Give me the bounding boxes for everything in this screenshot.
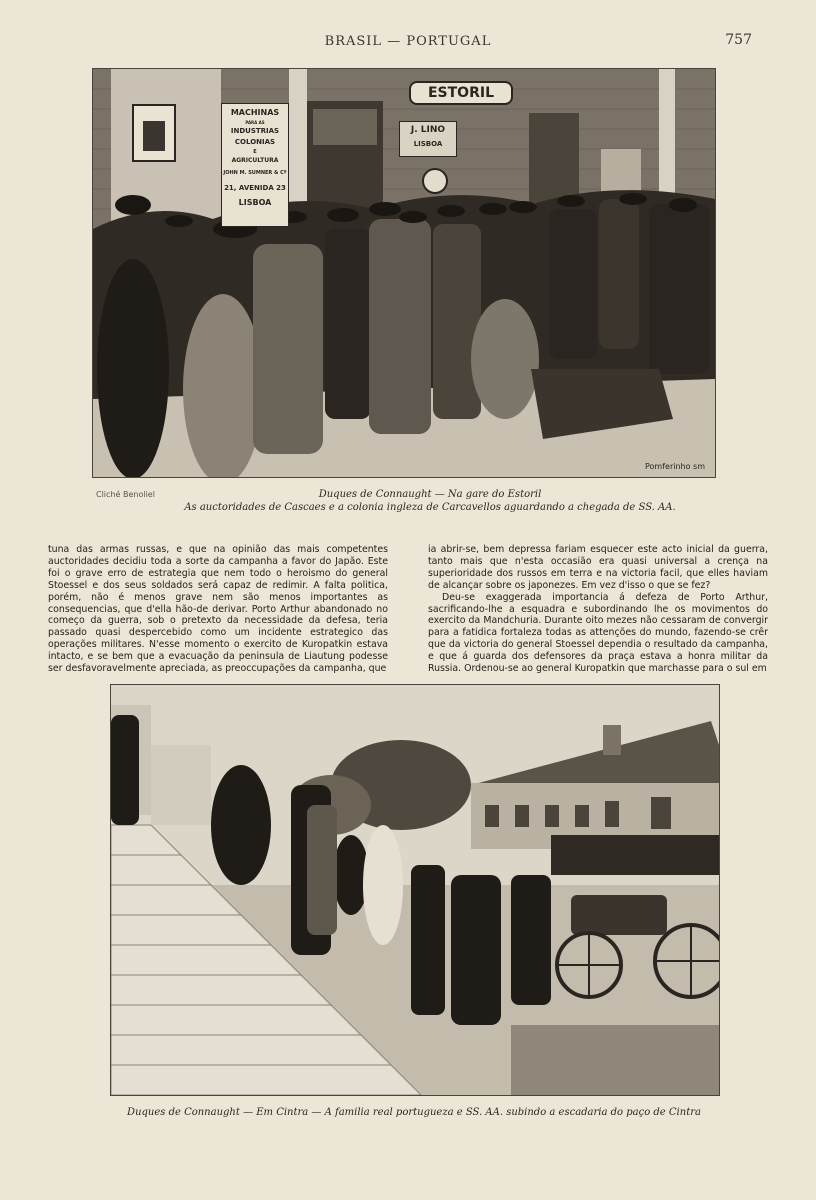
poster-line: E — [253, 149, 257, 155]
poster-line: 21, AVENIDA 23 — [224, 184, 286, 192]
photo-estoril-station — [92, 68, 716, 478]
page-header-title: BRASIL — PORTUGAL — [324, 34, 492, 49]
page-number: 757 — [725, 32, 752, 48]
poster-line: INDUSTRIAS — [230, 127, 280, 135]
shop-sign-line: J. LINO — [410, 125, 446, 135]
article-column-right — [428, 544, 768, 675]
shop-sign — [399, 121, 457, 157]
article-column-left — [48, 544, 388, 675]
cintra-stairs-image — [111, 685, 719, 1095]
photo1-caption-title: Duques de Connaught — Na gare do Estoril — [318, 489, 542, 500]
poster-line: MACHINAS — [230, 108, 280, 117]
poster-line: JOHN M. SUMNER & Cº — [223, 170, 287, 176]
photo-cintra-stairs — [110, 684, 720, 1096]
poster-line: AGRICULTURA — [231, 157, 279, 164]
poster-line: PARA AS — [245, 120, 265, 125]
station-sign: ESTORIL — [409, 81, 513, 105]
article-paragraph: tuna das armas russas, e que na opinião das mais competentes auctoridades decidiu toda a sorte da campanha a favor do Japão. Este foi o grave erro de estrategia que nem todo o heroismo do general Stoessel e dos seus soldados será capaz de redimir. A falta politica, porém, não é menos grave nem são menos importantes as consequencias, que d'ella hão-de derivar. Porto Arthur abandonado no começo da guerra, sob o pretexto da necessidade da defesa, teria passado quasi despercebido como um incidente estrategico das operações militares. N'esse momento o exercito de Kuropatkin estava intacto, e se bem que a evacuação da peninsula de Liautung podesse ser desfavoravelmente apreciada, as preoccupações da campanha, que — [48, 544, 388, 675]
photo1-caption-subtitle: As auctoridades de Cascaes e a colonia ingleza de Carcavellos aguardando a chegada de SS. AA. — [184, 502, 676, 513]
article-paragraph: ia abrir-se, bem depressa fariam esquecer este acto inicial da guerra, tanto mais que n'esta occasião era quasi universal a crença na superioridade dos russos em terra e na victoria facil, que elles haviam de alcançar sobre os japonezes. Em vez d'isso o que se fez? — [428, 544, 768, 591]
poster-line: COLONIAS — [234, 138, 276, 146]
machinery-poster — [221, 103, 289, 227]
shop-sign-line: LISBOA — [413, 140, 443, 148]
artist-signature: Pomferinho sm — [644, 462, 705, 471]
article-paragraph: Deu-se exaggerada importancia á defeza de Porto Arthur, sacrificando-lhe a esquadra e subordinando lhe os movimentos do exercito da Mandchuria. Durante oito mezes não cessaram de convergir para a fatidica fortaleza todas as attenções do mundo, fazendo-se crêr que da victoria do general Stoessel dependia o resultado da campanha, e que á guarda dos defensores da praça estava a honra militar da Russia. Ordenou-se ao general Kuropatkin que marchasse para o sul em — [428, 591, 768, 675]
photo2-caption: Duques de Connaught — Em Cintra — A familia real portugueza e SS. AA. subindo a escadaria do paço de Cintra — [127, 1107, 701, 1118]
poster-line: LISBOA — [238, 198, 272, 207]
photo-credit: Cliché Benoliel — [96, 490, 155, 499]
